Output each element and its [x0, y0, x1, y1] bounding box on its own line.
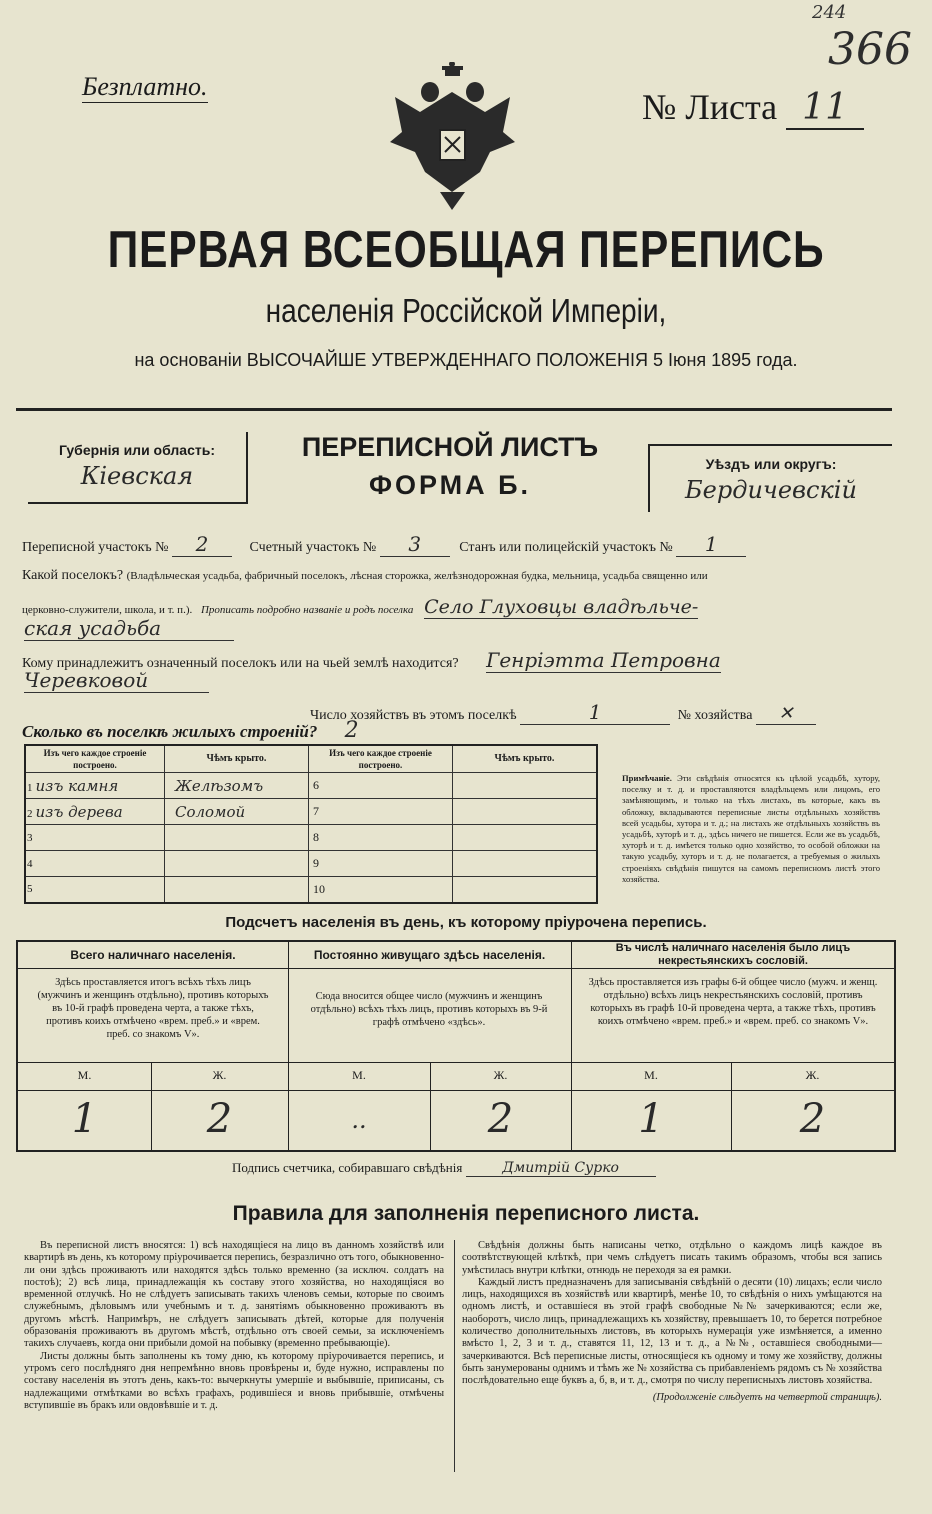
- owner-value-2: Черевковой: [24, 668, 209, 693]
- police-area-value: 1: [676, 532, 746, 557]
- row-number: 6: [308, 773, 452, 799]
- settlement-value-1: Село Глуховцы владѣльче-: [424, 596, 699, 618]
- households-label: Число хозяйствъ въ этомъ поселкѣ: [310, 708, 517, 723]
- note-label: Примѣчаніе.: [622, 773, 672, 783]
- row-roof: Соломой: [164, 799, 308, 825]
- rules-left-p2: Листы должны быть заполнены къ тому дню, къ которому пріурочивается перепись, и утромъ сего послѣдняго дня непремѣнно вновь провѣрены и, буде нужно, исправлены по составу населенія въ этотъ день, какъ-то: вычеркнуты умершіе и выбывшіе, приписаны, съ надлежащими отмѣтками во всѣхъ графахъ, родившіеся и вновь прибывшіе, отмѣчены вступившіе въ бракъ или овдовѣвшіе и т. д.: [24, 1350, 444, 1411]
- police-area-label: Станъ или полицейскій участокъ №: [459, 540, 673, 555]
- row-number: 2: [27, 807, 33, 820]
- count-value-permanent-f: 2: [487, 1096, 514, 1142]
- count-value-permanent-m: ..: [351, 1106, 367, 1134]
- count-col3-title: Въ числѣ наличнаго населенія было лицъ некрестьянскихъ сословій.: [615, 942, 851, 967]
- free-label: Безплатно.: [82, 72, 208, 101]
- row-number: 5: [25, 877, 164, 903]
- owner-value-1: Генріэтта Петровна: [486, 648, 721, 672]
- count-table: [16, 940, 896, 1152]
- archive-mark-top: 244: [812, 2, 847, 23]
- settlement-label: Какой поселокъ?: [22, 568, 124, 583]
- col-built-right: Изъ чего каждое строеніе построено.: [308, 745, 452, 773]
- row-number: 10: [308, 877, 452, 903]
- count-heading: Подсчетъ населенія въ день, къ которому пріурочена перепись.: [225, 914, 707, 931]
- household-no-label: № хозяйства: [677, 708, 753, 723]
- settlement-hint2: церковно-служители, школа, и т. п.).: [22, 604, 193, 616]
- count-col2-text: Сюда вносится общее число (мужчинъ и женщинъ отдѣльно) всѣхъ тѣхъ лицъ, противъ которыхъ въ 9-й графѣ отмѣчено «здѣсь».: [310, 991, 548, 1028]
- count-value-total-f: 2: [206, 1096, 233, 1142]
- settlement-row-2: [22, 596, 902, 618]
- count-m-label-3: М.: [644, 1068, 658, 1082]
- table-row: [25, 877, 597, 903]
- buildings-label: Сколько въ поселкѣ жилыхъ строеній?: [22, 722, 318, 741]
- settlement-value-2: ская усадьба: [24, 616, 234, 641]
- buildings-row: [22, 718, 382, 743]
- note-text: Эти свѣдѣнія относятся къ цѣлой усадьбѣ, хутору, поселку и т. д. и проставляются владѣльцемъ или лицомъ, его замѣняющимъ, и только на тѣхъ листахъ, въ которые, какъ въ обложку, вкладываются переписные листы отдѣльныхъ хозяйствъ всей усадьбы, хутора и т. д.; на листахъ же отдѣльныхъ хозяйствъ въ усадьбѣ, хуторѣ и т. д., здѣсь ничего не пишется. Если же въ усадьбѣ, хуторѣ и т. д. имѣется только одно хозяйство, то особой обложки на такую усадьбу, хуторъ и т. д. не полагается, а требуемыя о жилыхъ строеніяхъ свѣдѣнія пишутся на самомъ переписномъ листѣ этого хозяйства.: [622, 773, 880, 884]
- census-title: ПЕРВАЯ ВСЕОБЩАЯ ПЕРЕПИСЬ: [107, 221, 825, 279]
- note-block: [622, 773, 880, 885]
- signature-row: [232, 1160, 656, 1177]
- row-number: 7: [308, 799, 452, 825]
- census-area-row: [22, 532, 902, 557]
- signature-label: Подпись счетчика, собиравшаго свѣдѣнія: [232, 1160, 463, 1175]
- rules-right-p2: Каждый листъ предназначенъ для записыванія свѣдѣній о десяти (10) лицахъ; если число лицъ, находящихся въ хозяйствѣ или квартирѣ, менѣе 10, то свѣдѣнія о нихъ умѣщаются на одномъ листѣ, и оставшіеся въ этой графѣ свободные №№ зачеркиваются; если же, наоборотъ, число лицъ, принадлежащихъ къ хозяйству, превышаетъ 10, то берется потребное количество дополнительныхъ листовъ, въ которыхъ нумерація уже измѣняется, а именно вмѣсто 1, 2, 3 и т. д., ставятся 11, 12, 13 и т. д., а №№, оставшіеся свободными—зачеркиваются. Всѣ переписные листы, относящіеся къ одному и тому же хозяйству, должны быть занумерованы однимъ и тѣмъ же № хозяйства съ прибавленіемъ рядомъ съ № хозяйства послѣдовательно еще буквъ а, б, в, и т. д., смотря по числу переписныхъ листовъ хозяйства.: [462, 1276, 882, 1387]
- settlement-hint3: Прописать подробно названіе и родъ поселка: [200, 604, 414, 616]
- owner-label: Кому принадлежитъ означенный поселокъ или на чьей землѣ находится?: [22, 656, 459, 671]
- table-row: [25, 773, 597, 799]
- province-label: Губернія или область:: [58, 442, 216, 458]
- census-subtitle: населенія Россійской Имперіи,: [265, 292, 667, 329]
- count-col1-text: Здѣсь проставляется итогъ всѣхъ тѣхъ лицъ (мужчинъ и женщинъ отдѣльно), противъ которыхъ въ 10-й графѣ проведена черта, а также тѣхъ, противъ коихъ отмѣчено «врем. преб.» и «врем. преб. со знакомъ V».: [37, 977, 269, 1040]
- province-value: Кіевская: [80, 462, 194, 490]
- row-number: 9: [308, 851, 452, 877]
- row-number: 8: [308, 825, 452, 851]
- sheet-label: № Листа: [642, 87, 778, 127]
- row-number: 3: [25, 825, 164, 851]
- district-value: Бердичевскій: [685, 476, 857, 504]
- form-title-line2: ФОРМА Б.: [368, 470, 532, 500]
- household-no-value: ✕: [756, 703, 816, 725]
- count-m-label-1: М.: [77, 1068, 92, 1082]
- buildings-table: [24, 744, 598, 904]
- count-col1-title: Всего наличнаго населенія.: [70, 948, 236, 962]
- rules-column-divider: [454, 1240, 455, 1472]
- table-row: [25, 799, 597, 825]
- count-value-nonpeasant-f: 2: [799, 1096, 826, 1142]
- row-built: изъ камня: [35, 776, 119, 795]
- district-label: Уѣздъ или округъ:: [705, 456, 837, 472]
- table-row: [25, 825, 597, 851]
- rules-left-column: [24, 1240, 444, 1412]
- row-built: изъ дерева: [35, 802, 123, 821]
- signature-value: Дмитрій Сурко: [466, 1160, 656, 1177]
- rules-continued: (Продолженіе слѣдуетъ на четвертой страницѣ).: [652, 1391, 882, 1403]
- count-f-label-3: Ж.: [805, 1068, 820, 1082]
- count-value-nonpeasant-m: 1: [638, 1096, 664, 1142]
- row-number: 1: [27, 781, 33, 794]
- count-f-label-2: Ж.: [493, 1068, 508, 1082]
- count-value-total-m: 1: [71, 1096, 98, 1142]
- count-col2-title: Постоянно живущаго здѣсь населенія.: [313, 948, 546, 962]
- settlement-hint1: (Владѣльческая усадьба, фабричный поселокъ, лѣсная сторожка, желѣзнодорожная будка, мельница, усадьба священно или: [126, 570, 708, 582]
- district-box: [648, 444, 892, 512]
- col-roof-left: Чѣмъ крыто.: [164, 745, 308, 773]
- rules-left-p1: Въ переписной листъ вносятся: 1) всѣ находящіеся на лицо въ данномъ хозяйствѣ или квартирѣ въ день, къ которому пріурочивается перепись, безразлично отъ того, обыкновенно-ли они здѣсь проживаютъ или находятся здѣсь только временно (за исключ. солдатъ на постоѣ); 2) всѣ лица, принадлежащія къ составу этого хозяйства, но находящіяся во временной отлучкѣ. Но не слѣдуетъ записывать такихъ членовъ семьи, которые по своимъ служебнымъ, дѣловымъ или учебнымъ и т. д. занятіямъ обыкновенно проживаютъ въ другомъ мѣстѣ. Напримѣръ, не слѣдуетъ записывать дѣтей, которые для полученія образованія проживаютъ въ другомъ мѣстѣ, отдѣльно отъ своей семьи, за исключеніемъ такихъ случаевъ, когда они прибыли домой на побывку (временно пребывающіе).: [24, 1240, 444, 1350]
- buildings-value: 2: [344, 718, 359, 743]
- table-row: [25, 851, 597, 877]
- form-title-line1: ПЕРЕПИСНОЙ ЛИСТЪ: [301, 432, 599, 462]
- rules-right-column: [462, 1240, 882, 1404]
- count-col3-text: Здѣсь проставляется изъ графы 6-й общее число (мужч. и женщ. отдѣльно) всѣхъ лицъ некрестьянскихъ сословій, противъ которыхъ въ графѣ 10-й проведена черта, а также тѣхъ, противъ коихъ отмѣчено «врем. преб.» и «врем. преб. со знакомъ V».: [588, 977, 878, 1027]
- count-area-value: 3: [380, 532, 450, 557]
- census-basis: на основаніи ВЫСОЧАЙШЕ УТВЕРЖДЕННАГО ПОЛОЖЕНІЯ 5 Іюня 1895 года.: [134, 350, 798, 370]
- count-m-label-2: М.: [352, 1068, 366, 1082]
- sheet-number-value: 11: [786, 87, 864, 130]
- census-area-value: 2: [172, 532, 232, 557]
- archive-mark-big: 366: [828, 24, 912, 75]
- rules-title: Правила для заполненія переписного листа.: [232, 1202, 700, 1225]
- col-roof-right: Чѣмъ крыто.: [452, 745, 597, 773]
- count-f-label-1: Ж.: [212, 1068, 227, 1082]
- count-area-label: Счетный участокъ №: [249, 540, 377, 555]
- col-built-left: Изъ чего каждое строеніе построено.: [25, 745, 164, 773]
- row-number: 4: [25, 851, 164, 877]
- province-box: [28, 432, 248, 504]
- rules-right-p1: Свѣдѣнія должны быть написаны четко, отдѣльно о каждомъ лицѣ каждое въ соотвѣтствующей клѣткѣ, при чемъ слѣдуетъ писать такимъ образомъ, чтобы вся запись умѣстилась внутри клѣтки, отнюдь не переходя за ея рамки.: [462, 1240, 882, 1276]
- sheet-number-field: [642, 86, 864, 128]
- double-headed-eagle-icon: [385, 62, 520, 212]
- households-value: 1: [520, 700, 670, 725]
- census-area-label: Переписной участокъ №: [22, 540, 169, 555]
- households-row: [310, 700, 890, 725]
- settlement-row: [22, 566, 902, 586]
- row-roof: Желѣзомъ: [164, 773, 308, 799]
- header-divider: [16, 408, 892, 411]
